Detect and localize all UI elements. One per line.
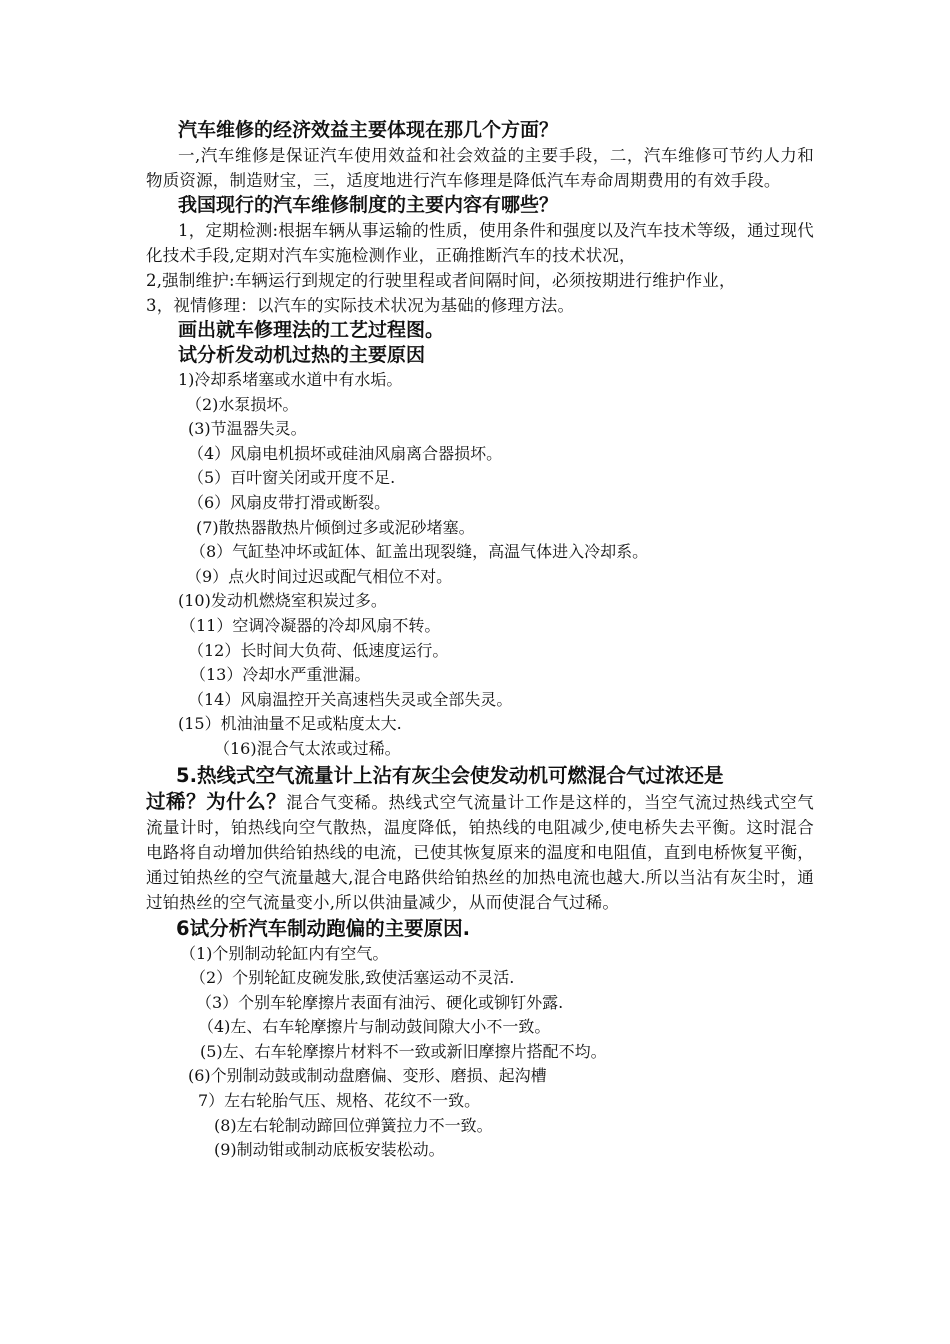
list-item: (15）机油油量不足或粘度太大. <box>178 714 402 734</box>
list-item: （16)混合气太浓或过稀。 <box>214 738 401 758</box>
question-5-title: 5.热线式空气流量计上沾有灰尘会使发动机可燃混合气过浓还是 <box>176 763 724 787</box>
document-page <box>146 118 814 1163</box>
list-item: (7)散热器散热片倾倒过多或泥砂堵塞。 <box>196 517 475 537</box>
list-item: (8)左右轮制动蹄回位弹簧拉力不一致。 <box>214 1115 493 1135</box>
question-5-title-continued: 过稀？为什么？ <box>146 789 287 813</box>
list-item: (5)左、右车轮摩擦片材料不一致或新旧摩擦片搭配不均。 <box>200 1041 607 1061</box>
question-1-answer: 一,汽车维修是保证汽车使用效益和社会效益的主要手段，二，汽车维修可节约人力和物质资源，制造财宝，三，适度地进行汽车修理是降低汽车寿命周期费用的有效手段。 <box>146 146 814 190</box>
question-2-answer-1: 1，定期检测:根据车辆从事运输的性质，使用条件和强度以及汽车技术等级，通过现代化技术手段,定期对汽车实施检测作业，正确推断汽车的技术状况， <box>146 221 814 265</box>
list-item: (9)制动钳或制动底板安装松动。 <box>214 1140 445 1160</box>
list-item: （1)个别制动轮缸内有空气。 <box>180 943 389 963</box>
list-item: 7）左右轮胎气压、规格、花纹不一致。 <box>198 1091 481 1111</box>
question-2-answer-3: 3，视情修理：以汽车的实际技术状况为基础的修理方法。 <box>146 296 575 315</box>
list-item: （12）长时间大负荷、低速度运行。 <box>188 640 449 660</box>
list-item: （2)水泵损坏。 <box>186 394 299 414</box>
question-4-title: 试分析发动机过热的主要原因 <box>178 344 426 366</box>
list-item: 1)冷却系堵塞或水道中有水垢。 <box>178 370 403 389</box>
question-1-title: 汽车维修的经济效益主要体现在那几个方面？ <box>178 119 559 141</box>
question-6-title: 6试分析汽车制动跑偏的主要原因. <box>176 916 470 940</box>
list-item: （4）风扇电机损坏或硅油风扇离合器损坏。 <box>188 443 503 463</box>
list-item: (10)发动机燃烧室积炭过多。 <box>178 591 387 611</box>
question-4-list <box>146 368 814 762</box>
list-item: （14）风扇温控开关高速档失灵或全部失灵。 <box>188 689 513 709</box>
question-2-title: 我国现行的汽车维修制度的主要内容有哪些？ <box>178 194 559 216</box>
list-item: （2）个别轮缸皮碗发胀,致使活塞运动不灵活. <box>190 968 515 988</box>
question-5-body <box>146 789 814 915</box>
list-item: （4)左、右车轮摩擦片与制动鼓间隙大小不一致。 <box>198 1017 551 1037</box>
list-item: （13）冷却水严重泄漏。 <box>190 665 371 685</box>
list-item: （9）点火时间过迟或配气相位不对。 <box>186 566 453 586</box>
list-item: （5）百叶窗关闭或开度不足. <box>188 468 396 488</box>
list-item: (6)个别制动鼓或制动盘磨偏、变形、磨损、起沟槽 <box>188 1066 547 1086</box>
list-item: (3)节温器失灵。 <box>188 419 307 439</box>
question-6-list <box>146 942 814 1163</box>
list-item: （11）空调冷凝器的冷却风扇不转。 <box>180 615 441 635</box>
list-item: （6）风扇皮带打滑或断裂。 <box>188 492 391 512</box>
question-2-answer-2: 2,强制维护:车辆运行到规定的行驶里程或者间隔时间，必须按期进行维护作业， <box>146 271 736 290</box>
list-item: （8）气缸垫冲坏或缸体、缸盖出现裂缝，高温气体进入冷却系。 <box>190 542 649 562</box>
question-5-answer: 混合气变稀。热线式空气流量计工作是这样的，当空气流过热线式空气流量计时，铂热线向空气散热，温度降低，铂热线的电阻减少,使电桥失去平衡。这时混合电路将自动增加供给铂热线的电流，已使其恢复原来的温度和电阻值，直到电桥恢复平衡，通过铂热丝的空气流量越大,混合电路供给铂热丝的加热电流也越大.所以当沾有灰尘时，通过铂热丝的空气流量变小,所以供油量减少，从而使混合气过稀。 <box>146 792 814 912</box>
question-3-title: 画出就车修理法的工艺过程图。 <box>178 319 445 341</box>
list-item: （3）个别车轮摩擦片表面有油污、硬化或铆钉外露. <box>196 992 564 1012</box>
